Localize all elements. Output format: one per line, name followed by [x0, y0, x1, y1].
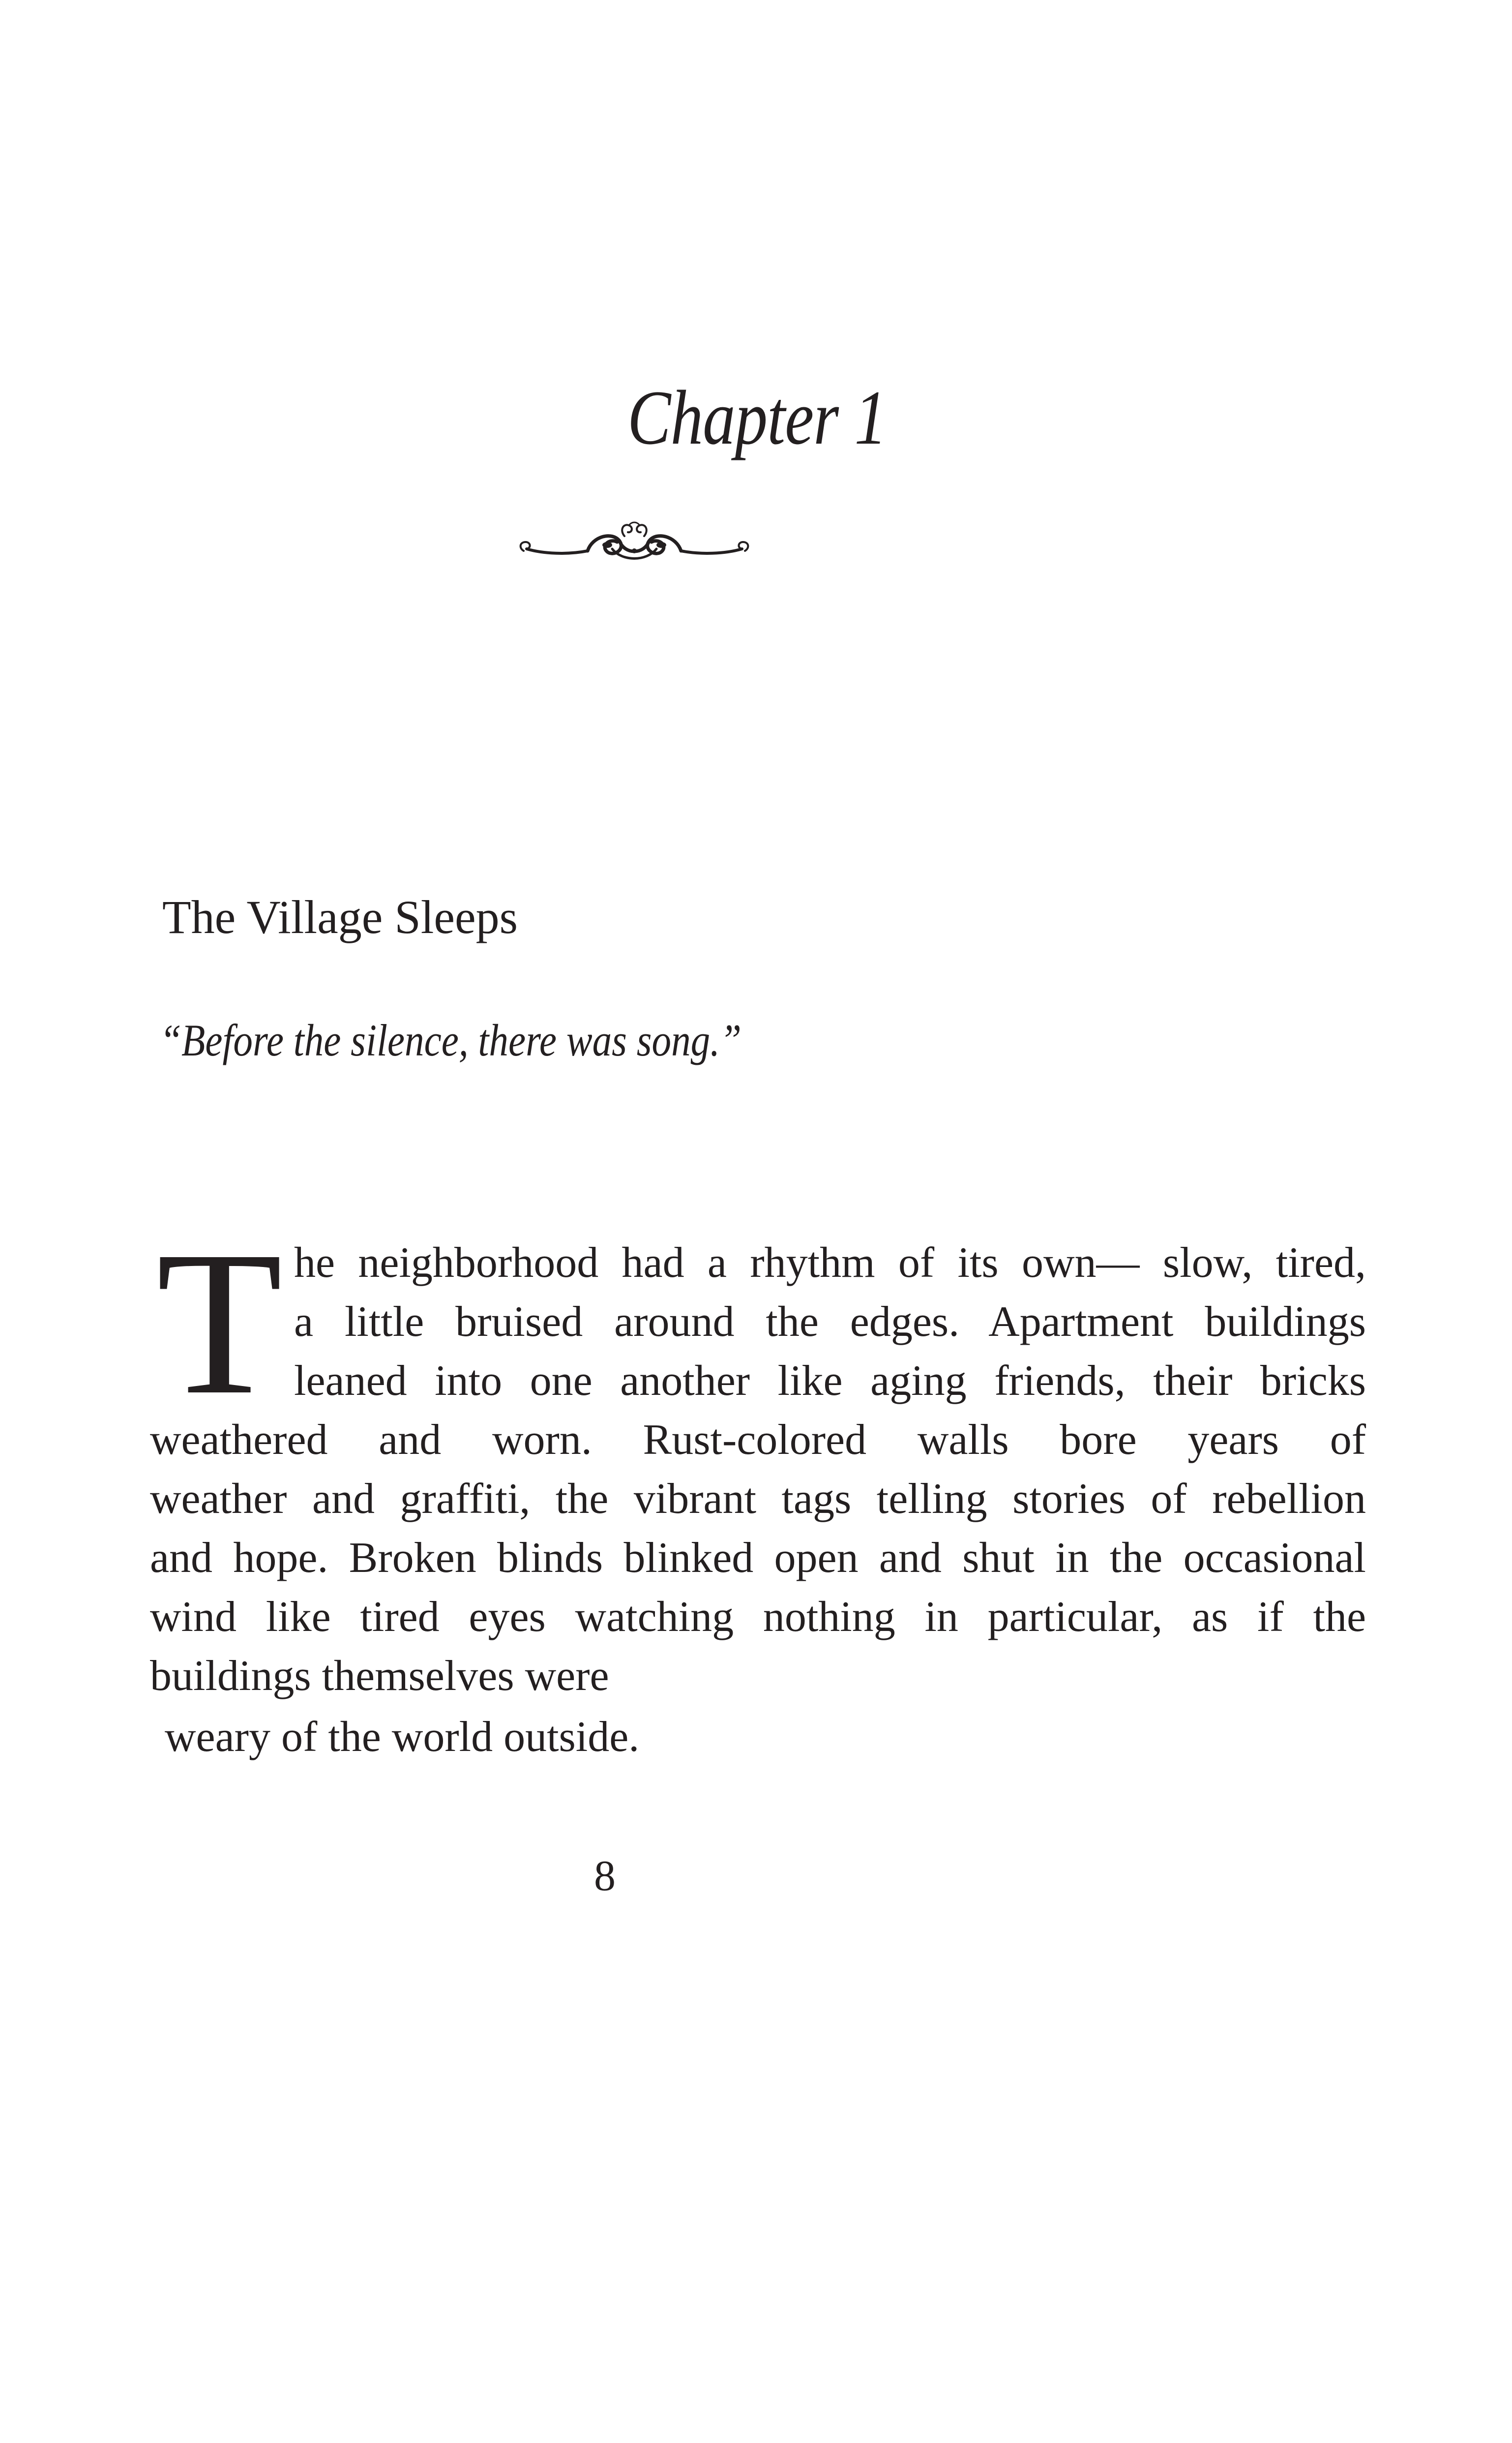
paragraph-line: he neighborhood had a rhythm of its own— slow, tired, [294, 1239, 1366, 1287]
paragraph-line: weathered and worn. Rust-colored walls bore years of [150, 1416, 1366, 1464]
paragraph-line: wind like tired eyes watching nothing in particular, as if the [150, 1593, 1366, 1641]
section-title: The Village Sleeps [162, 891, 518, 943]
page-number: 8 [594, 1852, 616, 1900]
chapter-title: Chapter 1 [627, 375, 887, 461]
paragraph-line: a little bruised around the edges. Apartment buildings [294, 1298, 1366, 1346]
drop-cap: T [156, 1208, 283, 1437]
paragraph-line: weather and graffiti, the vibrant tags telling stories of rebellion [150, 1475, 1366, 1523]
paragraph-line: buildings themselves were [150, 1652, 609, 1700]
epigraph: “Before the silence, there was song.” [160, 1015, 741, 1065]
flourish-ornament-icon [514, 516, 755, 571]
paragraph-line: and hope. Broken blinds blinked open and shut in the occasional [150, 1534, 1366, 1582]
paragraph-line: leaned into one another like aging friends, their bricks [294, 1357, 1366, 1405]
paragraph-line: weary of the world outside. [165, 1713, 640, 1761]
